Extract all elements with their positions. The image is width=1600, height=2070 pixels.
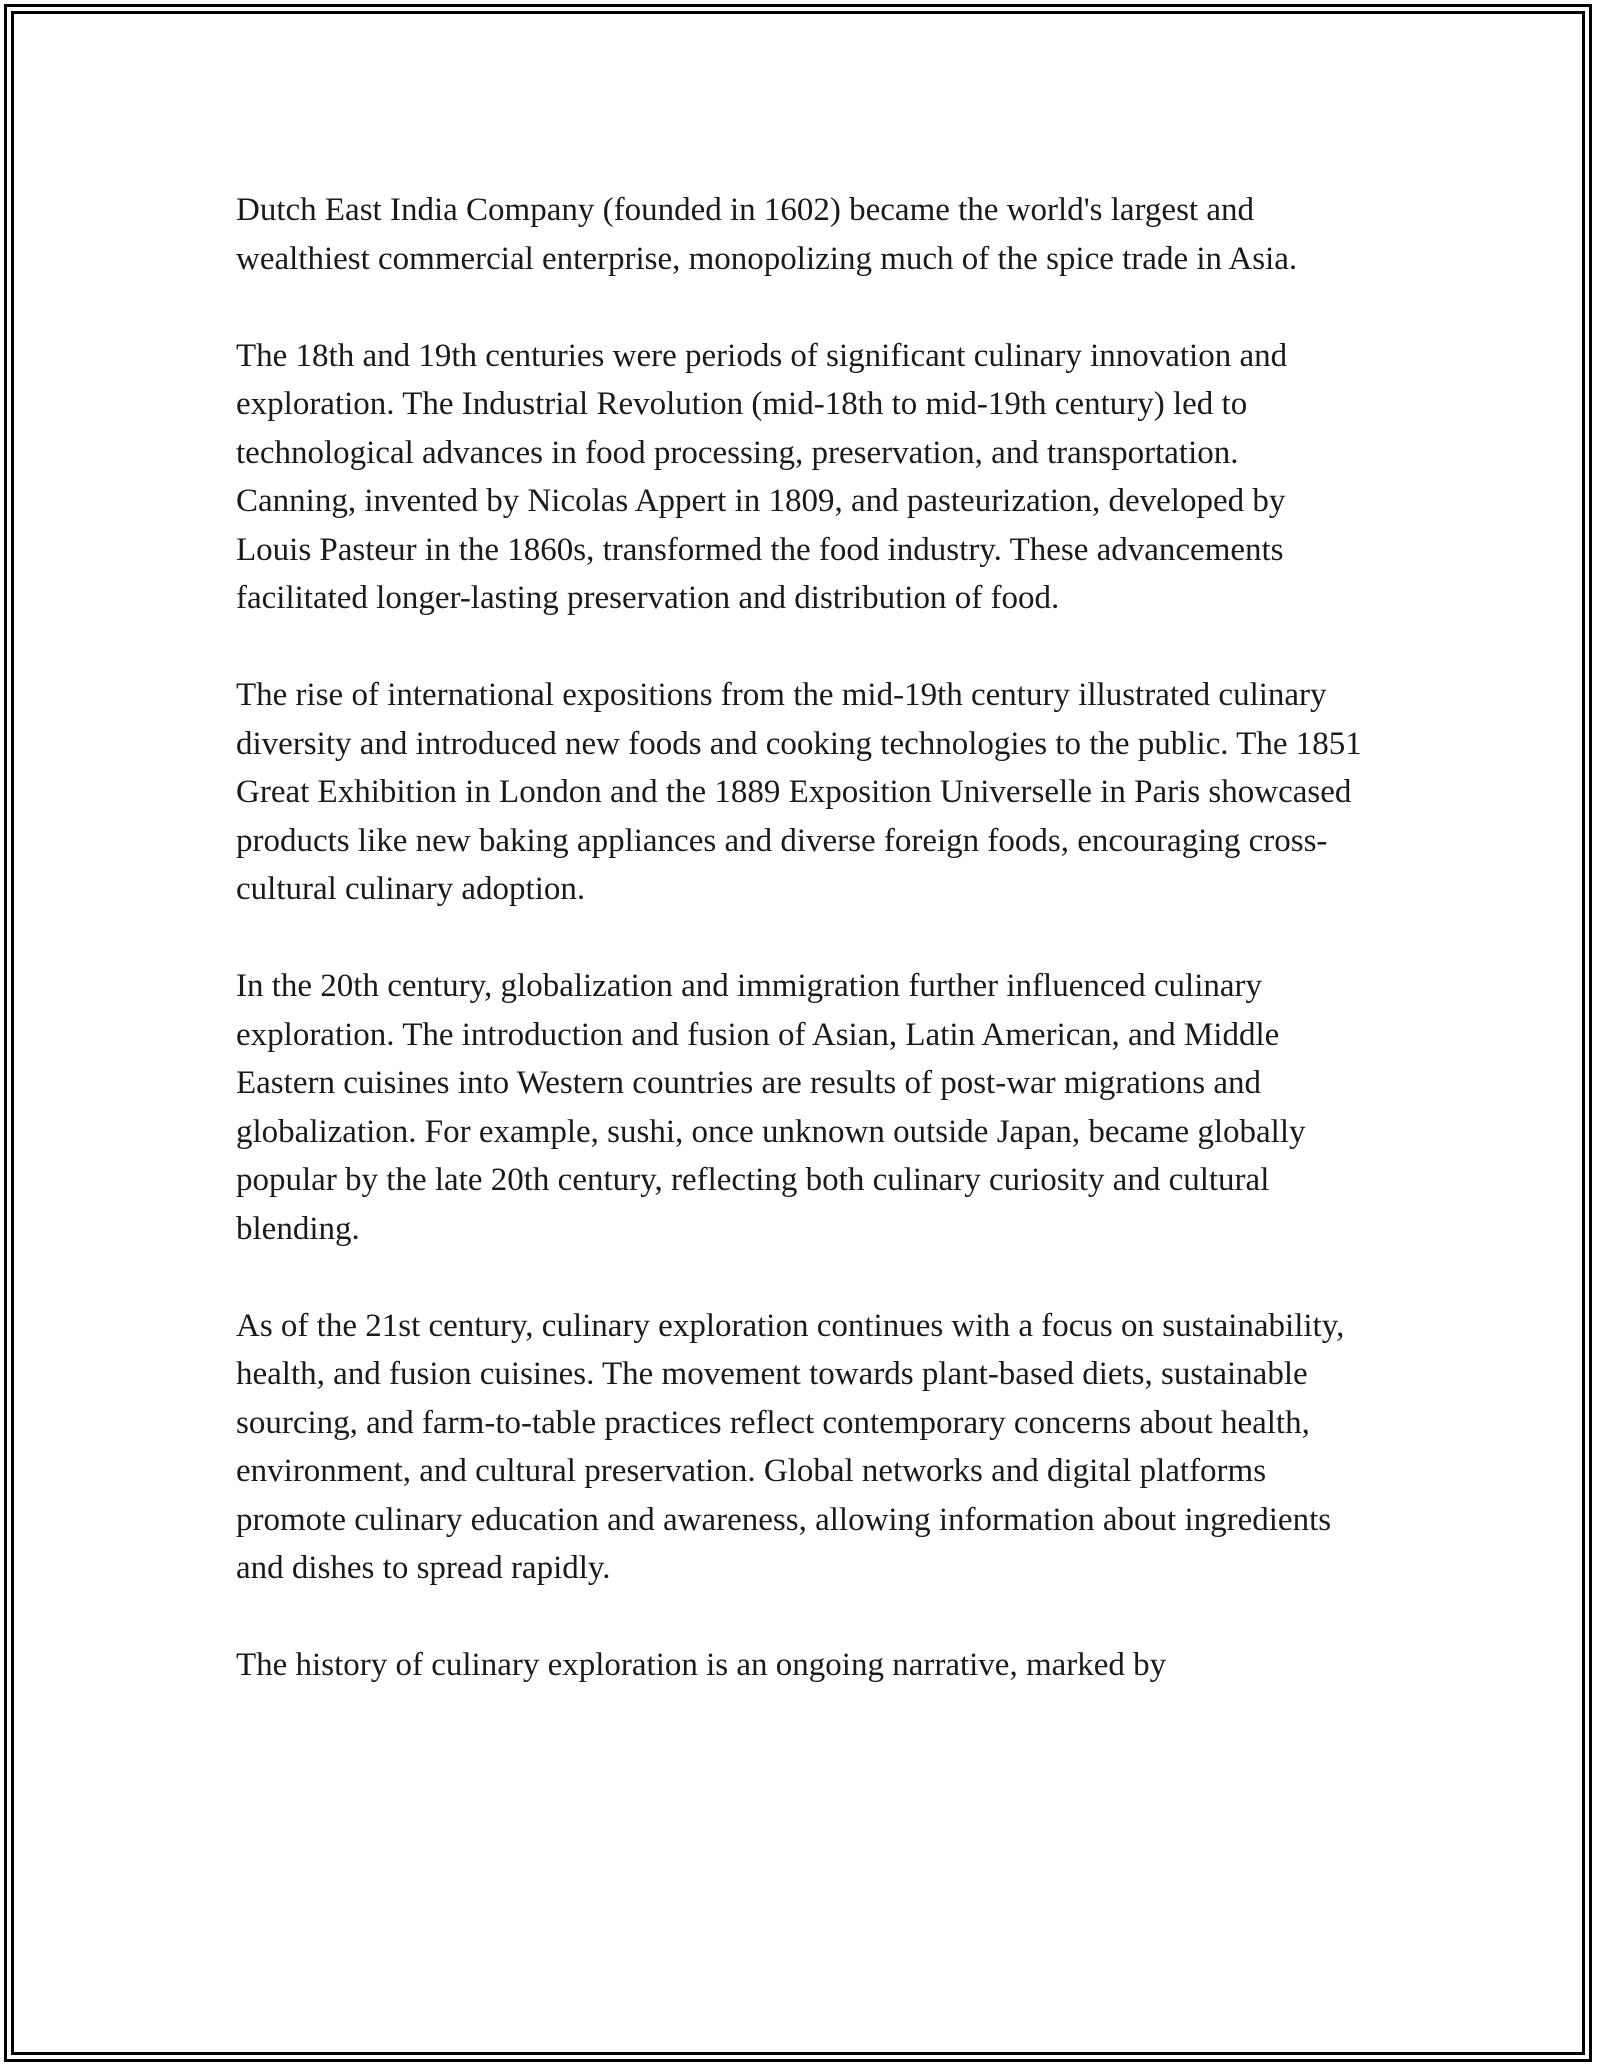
paragraph: The history of culinary exploration is an ongoing narrative, marked by <box>236 1647 1167 1683</box>
paragraph: In the 20th century, globalization and immigration further influenced culinary exploration. The introduction and fusion of Asian, Latin American, and Middle Eastern cuisines into Western countries are results of post-war migrations and globalization. For example, sushi, once unknown outside Japan, became globally popular by the late 20th century, reflecting both culinary curiosity and cultural blending. <box>236 968 1306 1247</box>
paragraph: As of the 21st century, culinary exploration continues with a focus on sustainability, health, and fusion cuisines. The movement towards plant-based diets, sustainable sourcing, and farm-to-table practices reflect contemporary concerns about health, environment, and cultural preservation. Global networks and digital platforms promote culinary education and awareness, allowing information about ingredients and dishes to spread rapidly. <box>236 1307 1345 1586</box>
document-body <box>236 186 1366 1738</box>
paragraph: Dutch East India Company (founded in 1602) became the world's largest and wealthiest commercial enterprise, monopolizing much of the spice trade in Asia. <box>236 192 1298 277</box>
paragraph: The rise of international expositions from the mid-19th century illustrated culinary diversity and introduced new foods and cooking technologies to the public. The 1851 Great Exhibition in London and the 1889 Exposition Universelle in Paris showcased products like new baking appliances and diverse foreign foods, encouraging cross-cultural culinary adoption. <box>236 677 1362 907</box>
paragraph: The 18th and 19th centuries were periods of significant culinary innovation and exploration. The Industrial Revolution (mid-18th to mid-19th century) led to technological advances in food processing, preservation, and transportation. Canning, invented by Nicolas Appert in 1809, and pasteurization, developed by Louis Pasteur in the 1860s, transformed the food industry. These advancements facilitated longer-lasting preservation and distribution of food. <box>236 337 1288 616</box>
